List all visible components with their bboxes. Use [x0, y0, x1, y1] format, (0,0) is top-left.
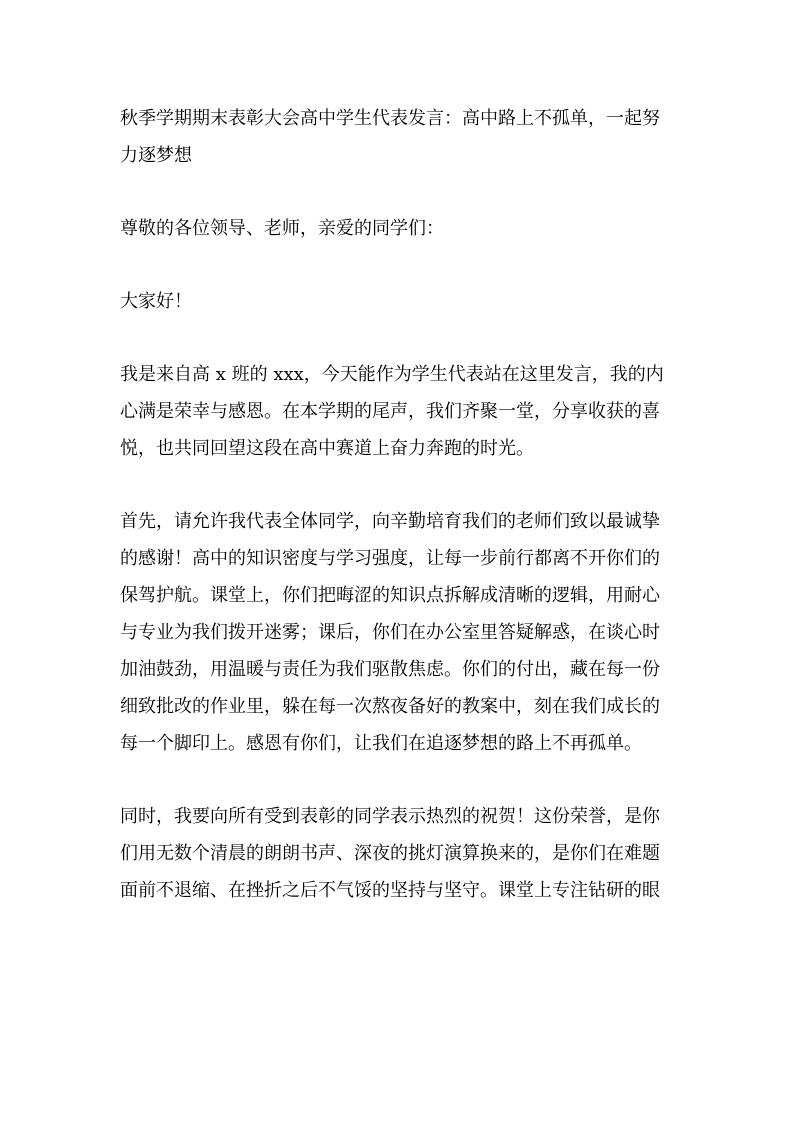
paragraph-line: 加油鼓劲，用温暖与责任为我们驱散焦虑。你们的付出，藏在每一份 — [120, 659, 660, 680]
paragraph-line: 与专业为我们拨开迷雾；课后，你们在办公室里答疑解惑，在谈心时 — [120, 622, 660, 643]
paragraph-spacer — [120, 247, 682, 283]
paragraph-line: 的感谢！高中的知识密度与学习强度，让每一步前行都离不开你们的 — [120, 548, 660, 569]
paragraph-line: 心满是荣幸与感恩。在本学期的尾声，我们齐聚一堂，分享收获的喜 — [120, 401, 660, 422]
paragraph-spacer — [120, 320, 682, 356]
document-page — [120, 100, 682, 909]
paragraph-line: 首先，请允许我代表全体同学，向辛勤培育我们的老师们致以最诚挚 — [120, 511, 660, 532]
greeting: 大家好！ — [120, 291, 192, 312]
paragraph-line: 悦，也共同回望这段在高中赛道上奋力奔跑的时光。 — [120, 438, 534, 459]
document-title — [120, 100, 682, 174]
paragraph-line: 我是来自高 x 班的 xxx，今天能作为学生代表站在这里发言，我的内 — [120, 364, 664, 385]
salutation: 尊敬的各位领导、老师，亲爱的同学们： — [120, 218, 444, 239]
paragraph-line: 细致批改的作业里，躲在每一次熬夜备好的教案中，刻在我们成长的 — [120, 696, 660, 717]
paragraph-spacer — [120, 467, 682, 503]
paragraph-line: 每一个脚印上。感恩有你们，让我们在追逐梦想的路上不再孤单。 — [120, 733, 642, 754]
paragraph-line: 保驾护航。课堂上，你们把晦涩的知识点拆解成清晰的逻辑，用耐心 — [120, 585, 660, 606]
paragraph-line: 面前不退缩、在挫折之后不气馁的坚持与坚守。课堂上专注钻研的眼 — [120, 880, 660, 901]
paragraph-thanks-teachers — [120, 503, 682, 762]
title-line: 秋季学期期末表彰大会高中学生代表发言：高中路上不孤单，一起努 — [120, 108, 660, 129]
paragraph-line: 们用无数个清晨的朗朗书声、深夜的挑灯演算换来的，是你们在难题 — [120, 843, 660, 864]
paragraph-congratulations — [120, 798, 682, 909]
title-line: 力逐梦想 — [120, 145, 192, 166]
paragraph-introduction — [120, 356, 682, 467]
paragraph-spacer — [120, 762, 682, 798]
paragraph-line: 同时，我要向所有受到表彰的同学表示热烈的祝贺！这份荣誉，是你 — [120, 806, 660, 827]
paragraph-spacer — [120, 174, 682, 210]
